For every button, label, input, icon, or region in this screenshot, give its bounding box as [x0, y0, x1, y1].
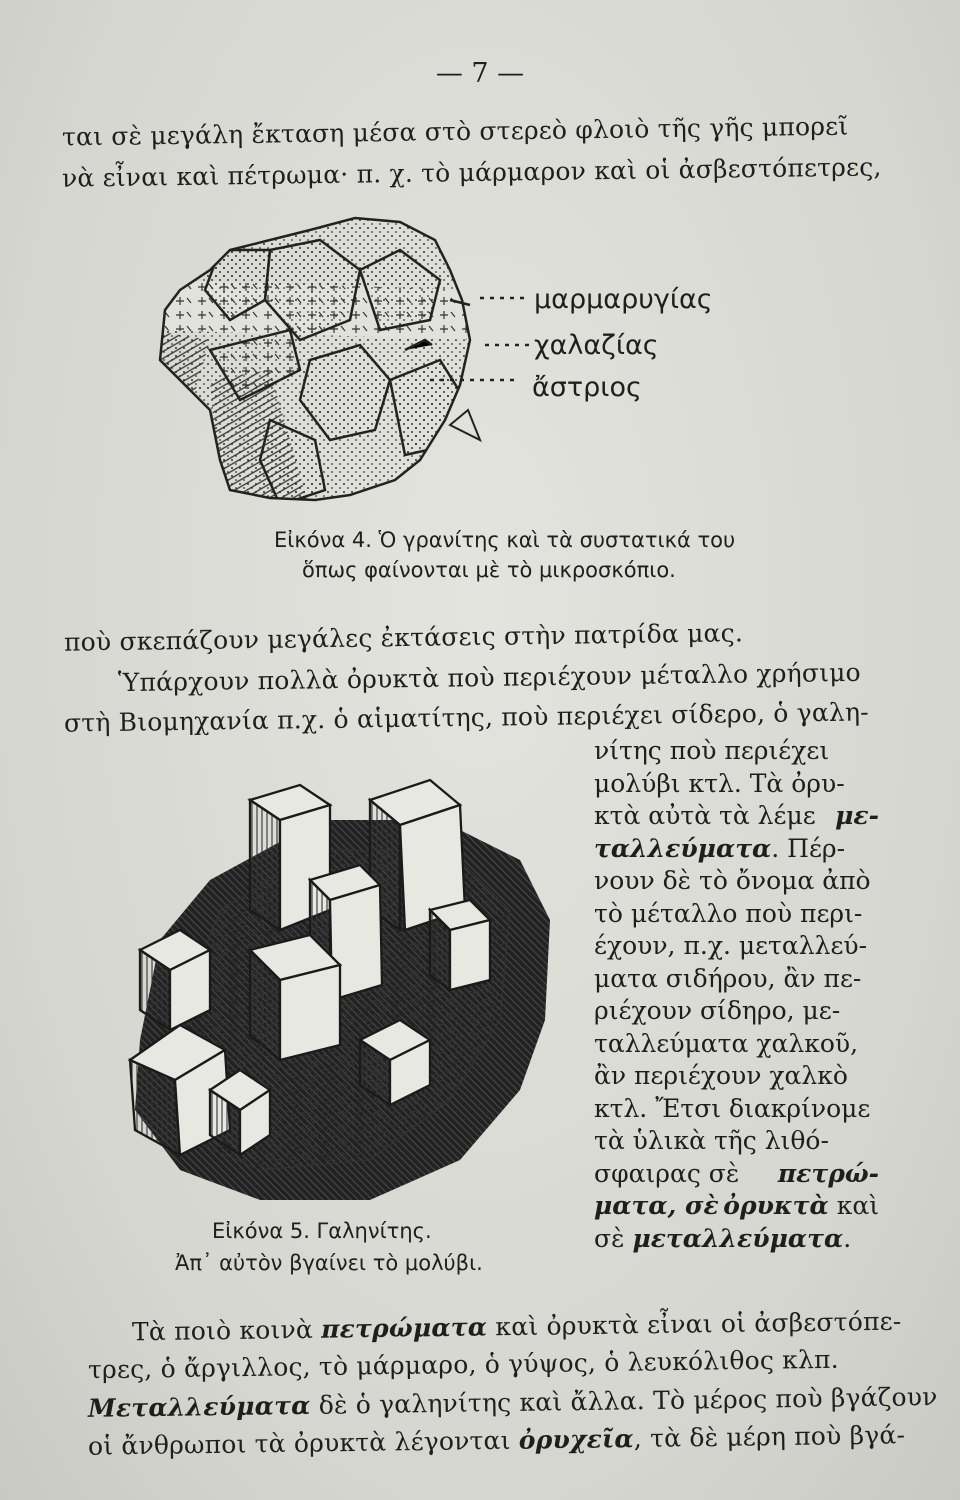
col-line: μολύβι κτλ. Τὰ ὀρυ-: [594, 768, 845, 798]
figure4-caption-1: Εἰκόνα 4. Ὁ γρανίτης καὶ τὰ συστατικά του: [274, 528, 736, 552]
text-line-9: οἱ ἄνθρωποι τὰ ὀρυκτὰ λέγονται ὀρυχεῖα, τὰ δὲ μέρη ποὺ βγά-: [87, 1420, 906, 1461]
col-line: τὸ μέταλλο ποὺ περι-: [594, 898, 863, 928]
text-line-8: Μεταλλεύματα δὲ ὁ γαληνίτης καὶ ἄλλα. Τὸ μέρος ποὺ βγάζουν: [87, 1382, 938, 1423]
col-line: τὰ ὑλικὰ τῆς λιθό-: [594, 1126, 829, 1155]
col-line: σὲ μεταλλεύματα .: [594, 1223, 852, 1253]
text-line-3: ποὺ σκεπάζουν μεγάλες ἐκτάσεις στὴν πατρίδα μας.: [63, 618, 744, 657]
col-line: κτὰ αὐτὰ τὰ λέμε με-: [594, 801, 879, 830]
figure5-caption-1: Εἰκόνα 5. Γαληνίτης.: [212, 1219, 432, 1243]
page-number: — 7 —: [435, 58, 525, 89]
col-line: ματα σιδήρου, ἂν πε-: [594, 963, 862, 993]
figure4-caption-2: ὅπως φαίνονται μὲ τὸ μικροσκόπιο.: [302, 558, 676, 582]
figure5-caption-2: Ἀπ᾽ αὐτὸν βγαίνει τὸ μολύβι.: [175, 1251, 483, 1275]
col-line: νίτης ποὺ περιέχει: [594, 736, 830, 765]
text-line-6: Τὰ ποιὸ κοινὰ πετρώματα καὶ ὀρυκτὰ εἶναι οἱ ἀσβεστόπε-: [131, 1306, 902, 1347]
col-line: σφαιρας σὲ πετρώ-: [594, 1158, 879, 1188]
col-line: κτλ. Ἔτσι διακρίνομε: [594, 1093, 871, 1123]
label-feldspar: ἄστριος: [532, 372, 642, 403]
side-text-column: [594, 735, 879, 1255]
text-line-2: νὰ εἶναι καὶ πέτρωμα· π. χ. τὸ μάρμαρον καὶ οἱ ἀσβεστόπετρες,: [61, 152, 882, 193]
col-line: ριέχουν σίδηρο, με-: [594, 996, 841, 1025]
col-line: ταλλεύματα χαλκοῦ,: [594, 1028, 859, 1058]
text-line-7: τρες, ὁ ἄργιλλος, τὸ μάρμαρο, ὁ γύψος, ὁ λευκόλιθος κλπ.: [87, 1344, 840, 1385]
galena-figure: [120, 760, 560, 1210]
col-line: νουν δὲ τὸ ὄνομα ἀπὸ: [594, 866, 871, 895]
col-line: ματα, σὲ ὀρυκτὰ καὶ: [594, 1191, 879, 1220]
text-line-1: ται σὲ μεγάλη ἔκταση μέσα στὸ στερεὸ φλοιὸ τῆς γῆς μπορεῖ: [61, 111, 849, 152]
label-quartz: χαλαζίας: [534, 330, 659, 361]
text-line-4: Ὑπάρχουν πολλὰ ὀρυκτὰ ποὺ περιέχουν μέταλλο χρήσιμο: [117, 657, 862, 698]
label-mica: μαρμαρυγίας: [534, 284, 713, 315]
col-line: έχουν, π.χ. μεταλλεύ-: [594, 931, 868, 960]
text-line-5: στὴ Βιομηχανία π.χ. ὁ αἱματίτης, ποὺ περιέχει σίδερο, ὁ γαλη-: [63, 697, 869, 738]
col-line: ταλλεύματα . Πέρ-: [594, 833, 846, 863]
col-line: ἂν περιέχουν χαλκὸ: [594, 1061, 848, 1090]
